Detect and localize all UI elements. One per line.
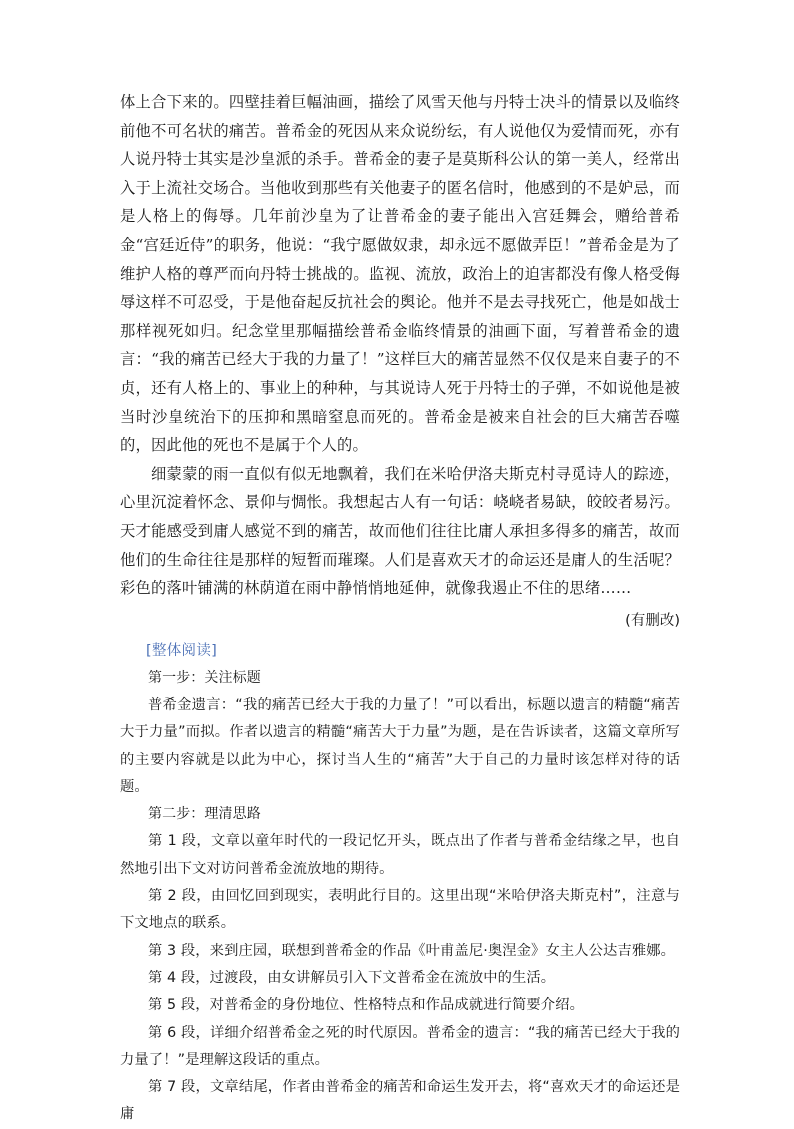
analysis-paragraph: 第 1 段，文章以童年时代的一段记忆开头，既点出了作者与普希金结缘之早，也自然地引出下文对访问普希金流放地的期待。 (120, 833, 680, 877)
analysis-paragraph: 普希金遗言：“我的痛苦已经大于我的力量了！”可以看出，标题以遗言的精髓“痛苦大于力量”而拟。作者以遗言的精髓“痛苦大于力量”为题，是在告诉读者，这篇文章所写的主要内容就是以此为中心，探讨当人生的“痛苦”大于自己的力量时该怎样对待的话题。 (120, 696, 680, 795)
analysis-paragraph: 第 7 段，文章结尾，作者由普希金的痛苦和命运生发开去，将“喜欢天才的命运还是庸 (120, 1079, 680, 1123)
analysis-paragraph: 第 6 段，详细介绍普希金之死的时代原因。普希金的遗言：“我的痛苦已经大于我的力量了！”是理解这段话的重点。 (120, 1024, 680, 1068)
source-note: (有删改) (625, 612, 680, 629)
document-page (120, 88, 680, 1129)
essay-paragraph: 细蒙蒙的雨一直似有似无地飘着，我们在米哈伊洛夫斯克村寻觅诗人的踪迹，心里沉淀着怀念、景仰与惆怅。我想起古人有一句话：峣峣者易缺，皎皎者易污。天才能感受到庸人感觉不到的痛苦，故而他们往往比庸人承担多得多的痛苦，故而他们的生命往往是那样的短暂而璀璨。人们是喜欢天才的命运还是庸人的生活呢？彩色的落叶铺满的林荫道在雨中静悄悄地延伸，就像我遏止不住的思绪…… (120, 464, 680, 598)
analysis-paragraph: 第 2 段，由回忆回到现实，表明此行目的。这里出现“米哈伊洛夫斯克村”，注意与下文地点的联系。 (120, 888, 680, 932)
analysis-paragraph: 第 4 段，过渡段，由女讲解员引入下文普希金在流放中的生活。 (148, 969, 556, 986)
step-heading: 第一步：关注标题 (148, 669, 261, 686)
analysis-paragraph: 第 3 段，来到庄园，联想到普希金的作品《叶甫盖尼·奥涅金》女主人公达吉雅娜。 (148, 942, 676, 959)
essay-body (120, 88, 680, 635)
analysis-section (120, 637, 680, 1129)
step-heading: 第二步：理清思路 (148, 806, 261, 823)
section-tag: [整体阅读] (146, 642, 218, 659)
essay-paragraph: 体上合下来的。四壁挂着巨幅油画，描绘了风雪天他与丹特士决斗的情景以及临终前他不可名状的痛苦。普希金的死因从来众说纷纭，有人说他仅为爱情而死，亦有人说丹特士其实是沙皇派的杀手。普希金的妻子是莫斯科公认的第一美人，经常出入于上流社交场合。当他收到那些有关他妻子的匿名信时，他感到的不是妒忌，而是人格上的侮辱。几年前沙皇为了让普希金的妻子能出入宫廷舞会，赠给普希金“宫廷近侍”的职务，他说：“我宁愿做奴隶，却永远不愿做弄臣！”普希金是为了维护人格的尊严而向丹特士挑战的。监视、流放，政治上的迫害都没有像人格受侮辱这样不可忍受，于是他奋起反抗社会的舆论。他并不是去寻找死亡，他是如战士那样视死如归。纪念堂里那幅描绘普希金临终情景的油画下面，写着普希金的遗言：“我的痛苦已经大于我的力量了！”这样巨大的痛苦显然不仅仅是来自妻子的不贞，还有人格上的、事业上的种种，与其说诗人死于丹特士的子弹，不如说他是被当时沙皇统治下的压抑和黑暗窒息而死的。普希金是被来自社会的巨大痛苦吞噬的，因此他的死也不是属于个人的。 (120, 93, 680, 455)
analysis-paragraph: 第 5 段，对普希金的身份地位、性格特点和作品成就进行简要介绍。 (148, 997, 584, 1014)
